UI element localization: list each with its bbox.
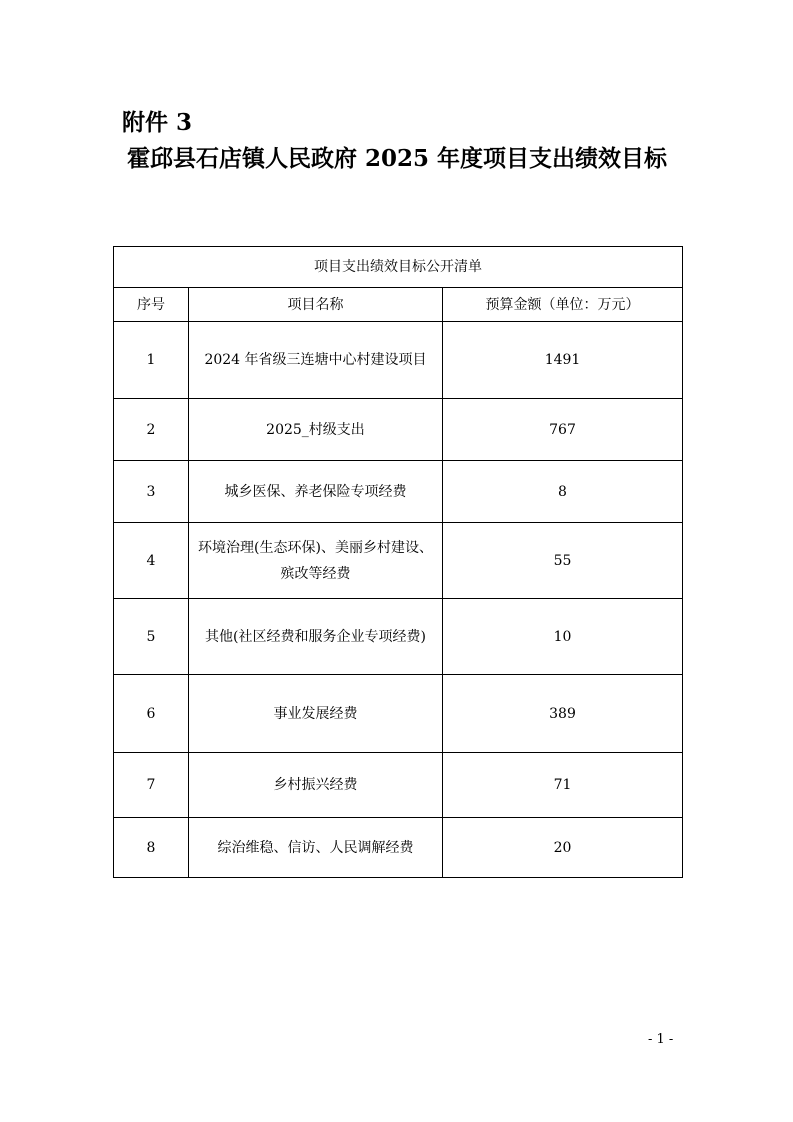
row-name: 乡村振兴经费 [189,753,443,818]
row-amount: 10 [443,599,683,675]
row-amount: 767 [443,399,683,461]
row-no: 7 [114,753,189,818]
table-row [114,675,683,753]
table-row [114,599,683,675]
table-row [114,322,683,399]
row-no: 4 [114,523,189,599]
row-name: 事业发展经费 [189,675,443,753]
row-no: 8 [114,818,189,878]
header-name: 项目名称 [189,288,443,322]
page-title: 霍邱县石店镇人民政府 2025 年度项目支出绩效目标 [126,145,668,172]
row-name: 综治维稳、信访、人民调解经费 [189,818,443,878]
row-name: 2025_村级支出 [189,399,443,461]
row-amount: 20 [443,818,683,878]
header-amount: 预算金额（单位：万元） [443,288,683,322]
table-header-row [114,288,683,322]
row-no: 6 [114,675,189,753]
table-row [114,753,683,818]
row-no: 5 [114,599,189,675]
table-caption-row [114,247,683,288]
table-row [114,461,683,523]
table-row [114,818,683,878]
row-name: 其他(社区经费和服务企业专项经费) [189,599,443,675]
performance-table [113,246,683,878]
page-number: - 1 - [648,1032,674,1047]
row-amount: 71 [443,753,683,818]
row-no: 2 [114,399,189,461]
row-amount: 55 [443,523,683,599]
table-row [114,523,683,599]
row-amount: 389 [443,675,683,753]
row-no: 1 [114,322,189,399]
attachment-label: 附件 3 [122,109,193,136]
header-no: 序号 [114,288,189,322]
table-caption: 项目支出绩效目标公开清单 [114,247,683,288]
row-no: 3 [114,461,189,523]
row-name: 环境治理(生态环保)、美丽乡村建设、殡改等经费 [189,523,443,599]
table-row [114,399,683,461]
row-amount: 8 [443,461,683,523]
row-amount: 1491 [443,322,683,399]
row-name: 城乡医保、养老保险专项经费 [189,461,443,523]
row-name: 2024 年省级三连塘中心村建设项目 [189,322,443,399]
